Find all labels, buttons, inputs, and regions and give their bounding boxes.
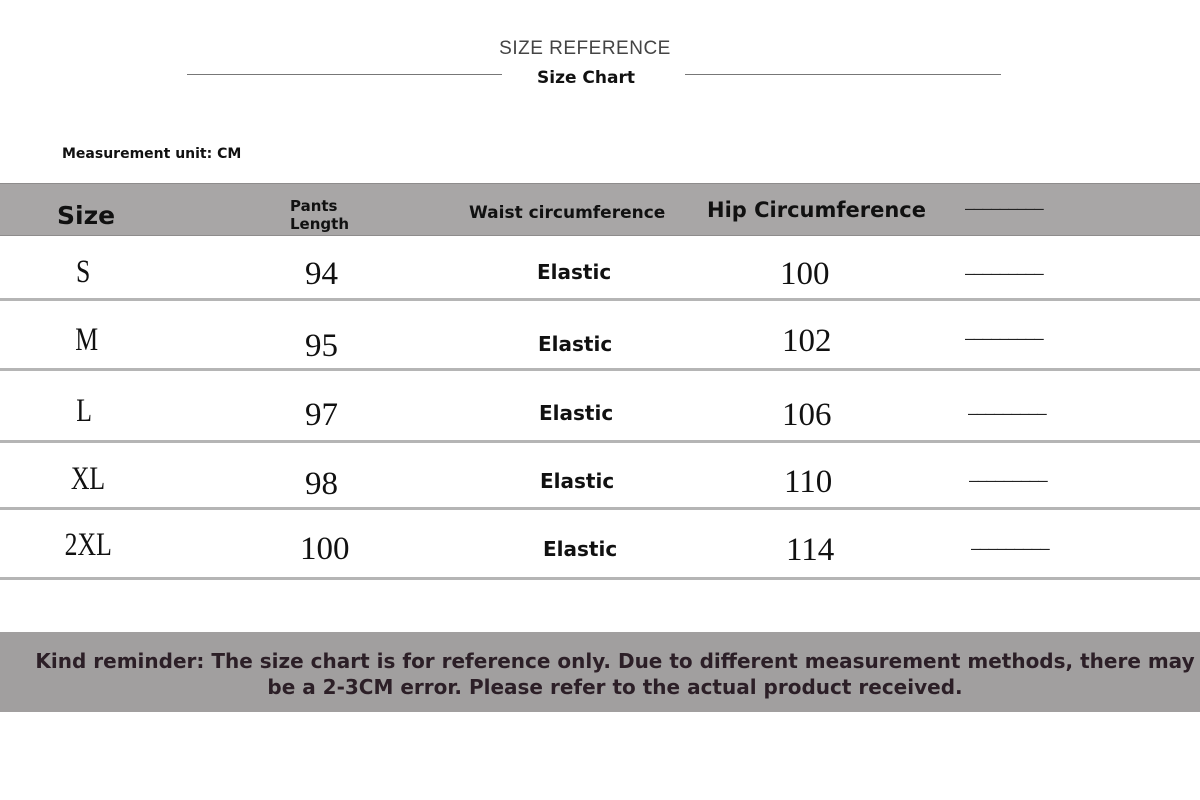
cell-placeholder-dashes: ————————— bbox=[965, 264, 1043, 283]
cell-waist: Elastic bbox=[540, 469, 615, 493]
cell-pants-length: 98 bbox=[305, 466, 338, 502]
cell-hip: 106 bbox=[782, 397, 832, 433]
table-header bbox=[0, 183, 1200, 236]
cell-pants-length: 100 bbox=[300, 531, 350, 567]
page-title: SIZE REFERENCE bbox=[499, 38, 671, 59]
cell-size: XL bbox=[70, 461, 106, 497]
cell-hip: 114 bbox=[786, 532, 835, 568]
header-waist: Waist circumference bbox=[469, 203, 666, 223]
cell-size: S bbox=[76, 254, 91, 290]
cell-placeholder-dashes: ————————— bbox=[968, 404, 1046, 423]
title-rule-left bbox=[187, 74, 502, 75]
cell-waist: Elastic bbox=[543, 537, 618, 561]
table-row bbox=[0, 510, 1200, 580]
table-row bbox=[0, 443, 1200, 510]
table-row bbox=[0, 301, 1200, 371]
cell-hip: 102 bbox=[782, 323, 832, 359]
header-size: Size bbox=[57, 201, 116, 230]
header-placeholder-dashes: ————————— bbox=[965, 199, 1043, 218]
cell-pants-length: 97 bbox=[305, 397, 338, 433]
cell-hip: 110 bbox=[784, 464, 833, 500]
table-row bbox=[0, 236, 1200, 301]
cell-hip: 100 bbox=[780, 256, 830, 292]
header-pants-length: Pants Length bbox=[290, 197, 349, 233]
cell-size: L bbox=[76, 393, 92, 429]
cell-placeholder-dashes: ————————— bbox=[965, 329, 1043, 348]
cell-waist: Elastic bbox=[539, 401, 614, 425]
table-row bbox=[0, 371, 1200, 443]
cell-placeholder-dashes: ————————— bbox=[969, 471, 1047, 490]
cell-placeholder-dashes: ————————— bbox=[971, 539, 1049, 558]
cell-pants-length: 95 bbox=[305, 328, 338, 364]
measurement-unit-label: Measurement unit: CM bbox=[62, 146, 242, 162]
title-rule-right bbox=[685, 74, 1001, 75]
cell-waist: Elastic bbox=[537, 260, 612, 284]
cell-size: 2XL bbox=[64, 527, 112, 563]
cell-waist: Elastic bbox=[538, 332, 613, 356]
page-subtitle: Size Chart bbox=[537, 68, 635, 88]
cell-pants-length: 94 bbox=[305, 256, 338, 292]
reminder-banner bbox=[0, 632, 1200, 712]
row-separator bbox=[0, 577, 1200, 580]
reminder-text: Kind reminder: The size chart is for reference only. Due to different measurement methods, there may be a 2-3CM error. Please refer to the actual product received. bbox=[35, 649, 1195, 699]
header-hip: Hip Circumference bbox=[707, 198, 926, 222]
cell-size: M bbox=[75, 322, 99, 358]
